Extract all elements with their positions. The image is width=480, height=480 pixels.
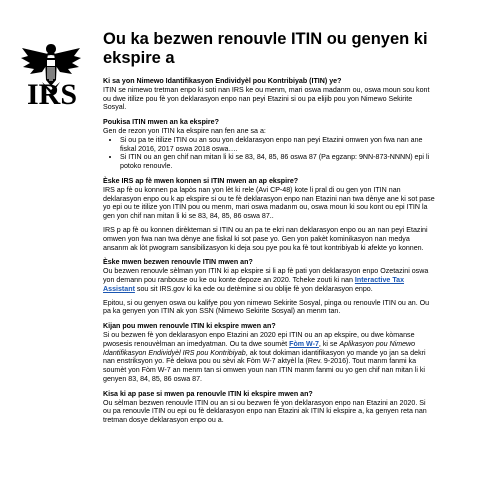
section-text: Gen de rezon yon ITIN ka ekspire nan fen ane sa a: [103, 126, 266, 135]
section-text: ITIN se nimewo tretman enpo ki soti nan IRS ke ou menm, mari oswa madanm ou, oswa moun sou kont ou dwe itilize pou fè yon deklarasyon enpo nan peyi Etazini si ou pa elijib pou yon Nimewo Sekirite Sosyal. [103, 85, 430, 112]
list-item: • Si ITIN ou an gen chif nan mitan li ki se 83, 84, 85, 86 oswa 87 (Pa egzanp: 9NN-873-NNNN) epi li potoko renouvle. [120, 153, 435, 171]
text-run: Ou bezwen renouvle sèlman yon ITIN ki ap ekspire si li ap fè pati yon deklarasyon enpo Ozetazini oswa yon demann pou ranbouse ou ke ou konte depoze an 2020. Tcheke zouti ki nan [103, 267, 429, 284]
section-text [103, 331, 435, 384]
section-how-renew [103, 322, 435, 384]
reason-list [103, 136, 435, 171]
text-run: , ak tout dokiman idantifikasyon yo mande yo jan sa dekri nan enstriksyon yo. Fè dekwa pou ou sèvi ak Fòm W-7 aktyèl la (Rev. 9-2016). Tout manm fanmi ka soumèt yon Fòm W-7 an menm tan si omwen youn nan ITIN manm fanmi ou yo gen chif nan mitan li ki genyen 83, 84, 85, 86 oswa 87. [103, 348, 426, 383]
section-heading: Ki sa yon Nimewo Idantifikasyon Endividyèl pou Kontribiyab (ITIN) ye? [103, 77, 342, 85]
section-text: Epitou, si ou genyen oswa ou kalifye pou yon nimewo Sekirite Sosyal, pinga ou renouvle ITIN ou an. Ou pa ka genyen yon ITIN ak yon SSN (Nimewo Sekirite Sosyal) an menm tan. [103, 298, 430, 316]
text-run: , ki se [318, 339, 340, 348]
section-text: IRS ap fè ou konnen pa lapòs nan yon lèt ki rele (Avi CP-48) kote li pral di ou gen yon ITIN nan deklarasyon enpo ou k ap ekspire si ou te fè deklarasyon enpo nan Etazini nan twa dènye ane ki sot pase yo epi ou te itilize yon ITIN pou ou menm, mari oswa madanm ou, oswa moun ki sou kont ou epi ITIN la gen yon chif nan mitan li ki se 83, 84, 85, 86 oswa 87.. [103, 185, 435, 221]
section-what-is-itin [103, 77, 435, 112]
section-notification [103, 177, 435, 252]
section-heading: Èske IRS ap fè mwen konnen si ITIN mwen an ap ekspire? [103, 176, 299, 185]
section-text: IRS p ap fè ou konnen dirèkteman si ITIN ou an pa te ekri nan deklarasyon enpo ou an nan peyi Etazini omwen yon fwa nan twa dènye ane fiskal ki sot pase yo. Gen yon pakèt kominikasyon nan medya ansanm ak lòt pwogram sansibilizasyon ki deja sou pye pou ka fè tout kontribiyab ki afekte yo konnen. [103, 225, 428, 252]
section-heading: Kisa ki ap pase si mwen pa renouvle ITIN ki ekspire mwen an? [103, 389, 313, 398]
document-body [103, 77, 435, 431]
section-heading: Poukisa ITIN mwen an ka ekspire? [103, 118, 219, 127]
section-need-renew [103, 258, 435, 316]
text-run: Si ou bezwen fè yon deklarasyon enpo Etazini an 2020 epi ITIN ou an ap ekspire, ou dwe kòmanse pwosesis renouvèlman an imedyatman. Ou ta dwe soumèt [103, 330, 415, 348]
section-heading: Èske mwen bezwen renouvle ITIN mwen an? [103, 258, 253, 267]
interactive-tax-assistant-link[interactable]: Interactive Tax Assistant [103, 275, 405, 293]
section-heading: Kijan pou mwen renouvle ITIN ki ekspire mwen an? [103, 322, 276, 331]
text-run: sou sit IRS.gov ki ka ede ou detèmine si ou oblije fè yon deklarasyon enpo. [134, 284, 373, 293]
form-w7-link[interactable]: Fòm W-7 [289, 339, 319, 348]
section-text [103, 267, 435, 293]
section-text: Ou sèlman bezwen renouvle ITIN ou an si ou bezwen fè yon deklarasyon enpo nan Etazini an 2020. Si ou pa renouvle ITIN ou epi ou fè deklarasyon enpo nan Etazini ak ITIN ki ekspire a, ka genyen reta nan tretman dosye deklarasyon enpo ou a. [103, 398, 427, 425]
section-if-not-renew [103, 390, 435, 425]
list-item: • Si ou pa te itilize ITIN ou an sou yon deklarasyon enpo nan peyi Etazini omwen yon fwa nan ane fiskal 2016, 2017 oswa 2018 oswa…. [120, 136, 435, 154]
page-title: Ou ka bezwen renouvle ITIN ou genyen ki ekspire a [103, 30, 428, 67]
form-title-italic: Aplikasyon pou Nimewo Idantifikasyon Endividyèl IRS pou Kontribiyab [103, 339, 416, 357]
section-why-expire [103, 118, 435, 171]
irs-logo-text: IRS [26, 78, 78, 111]
